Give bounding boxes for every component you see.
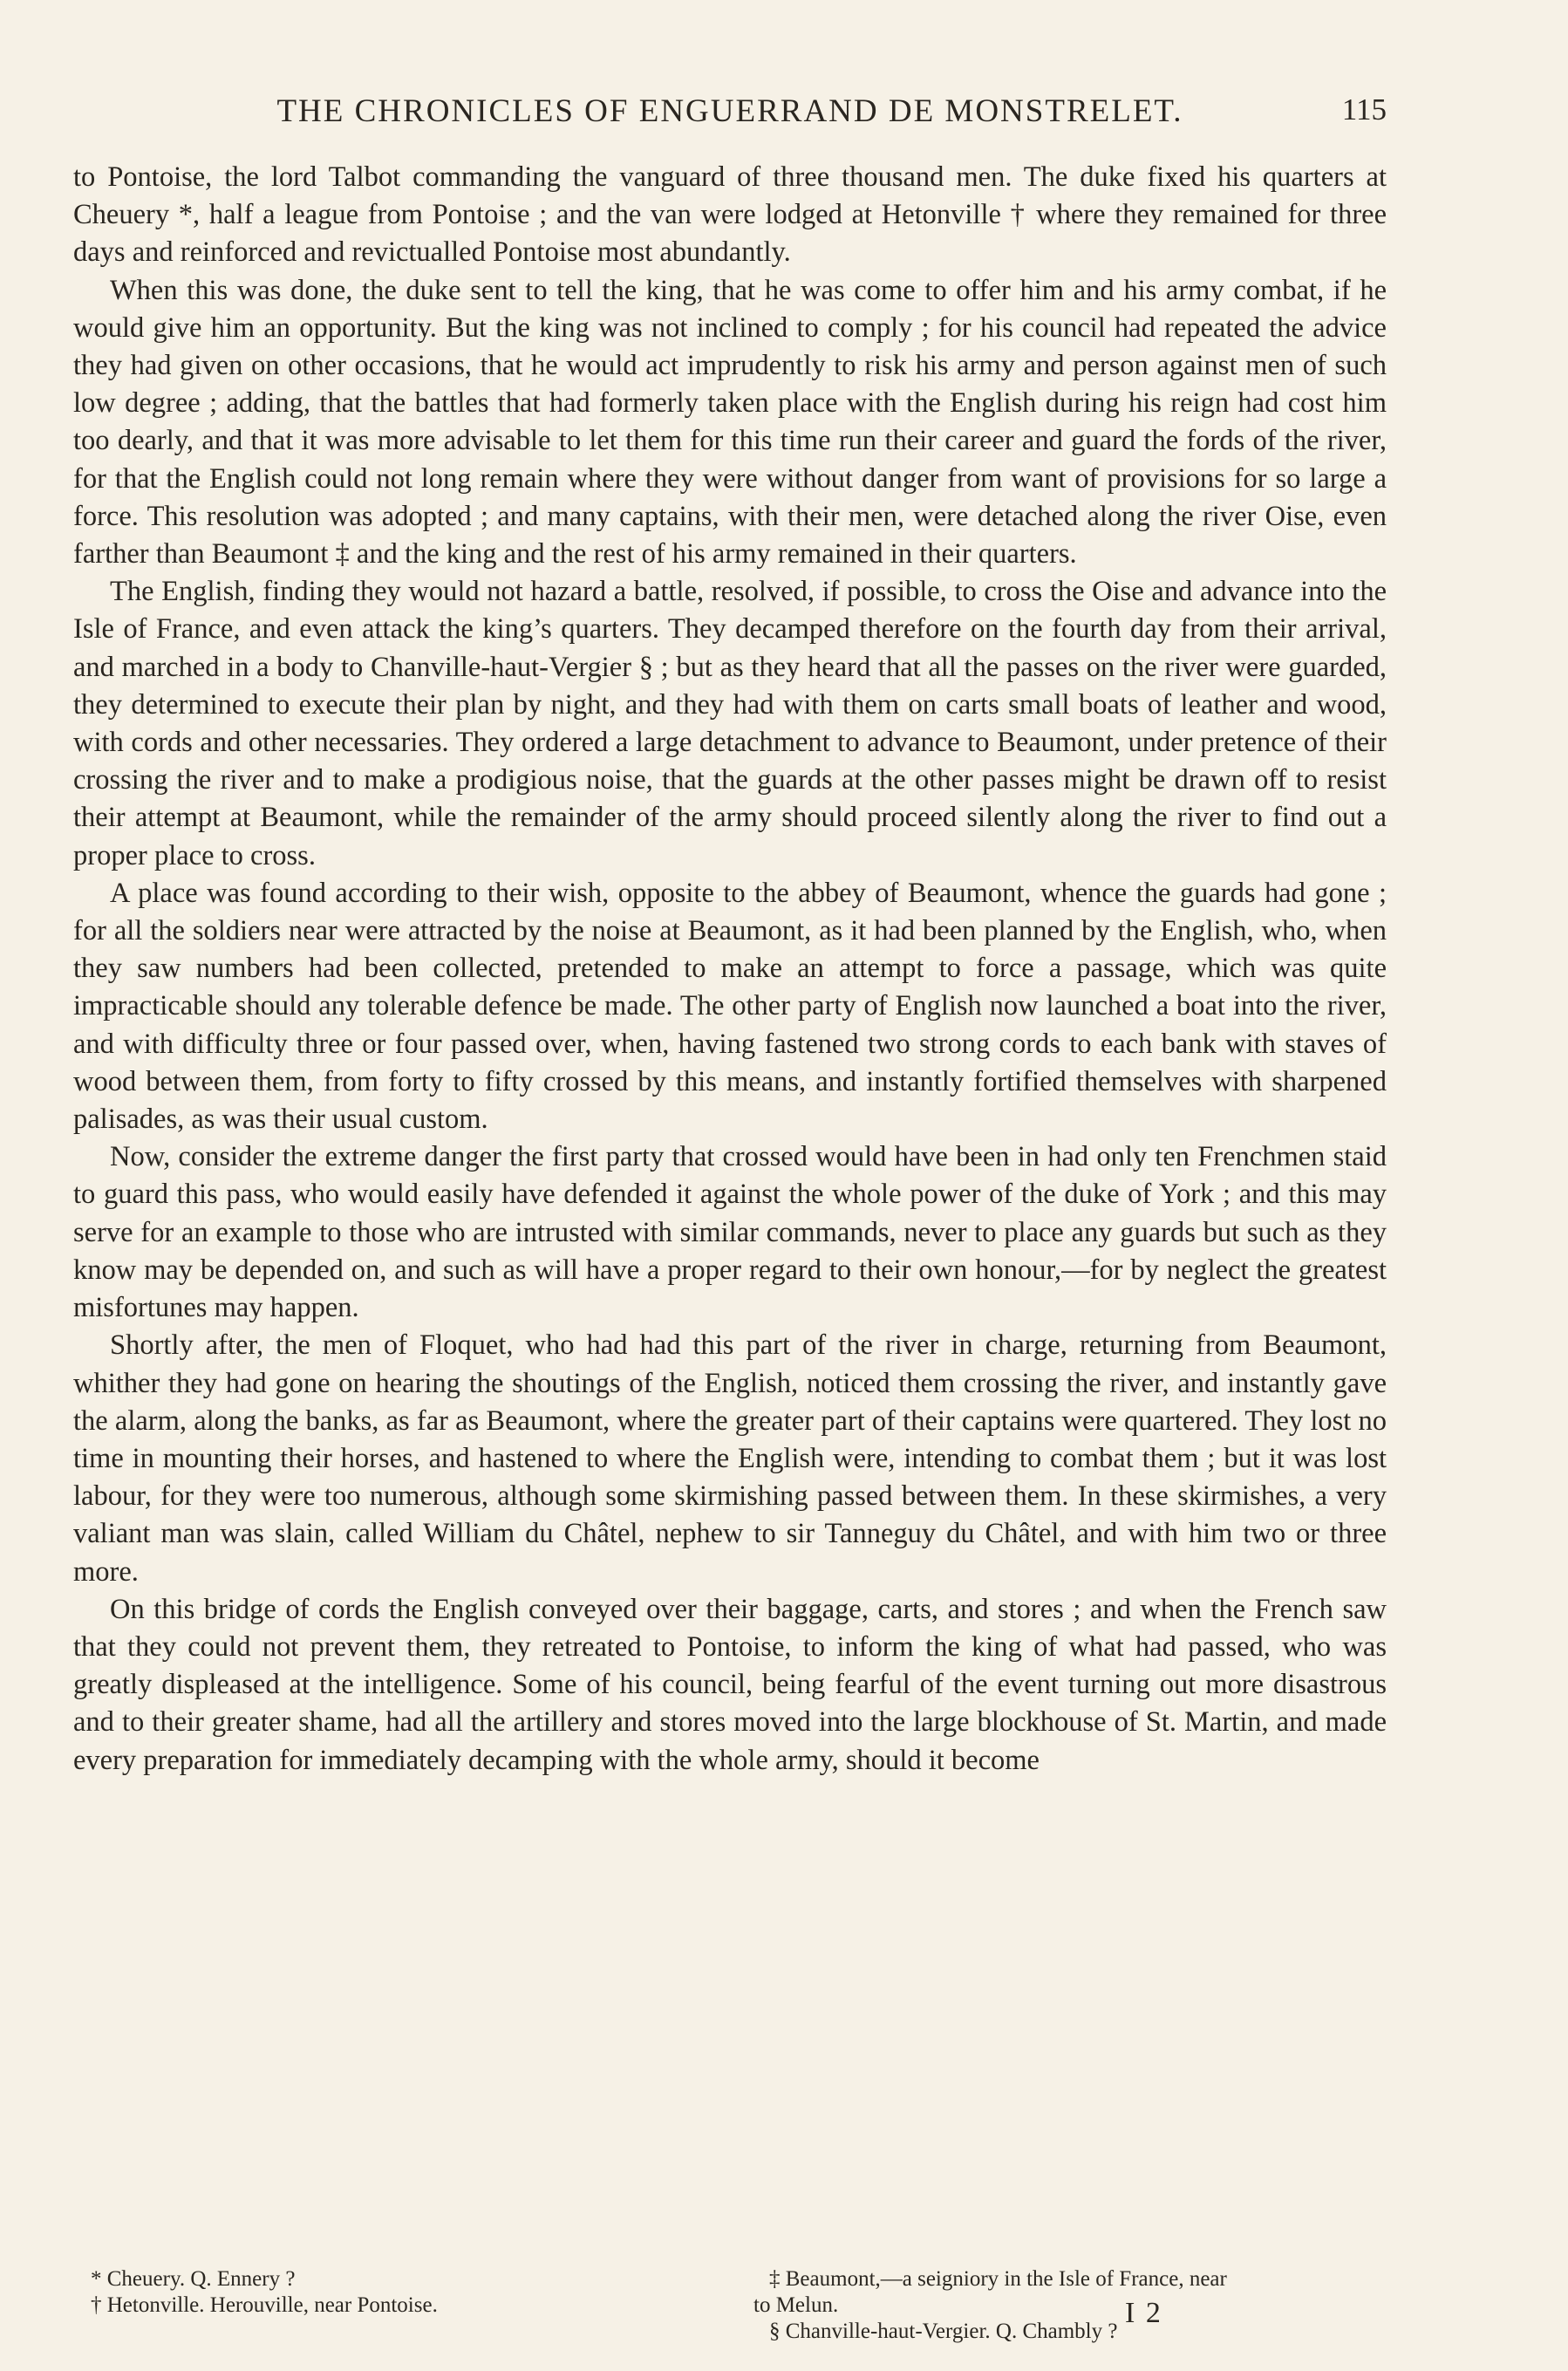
- running-head: [73, 87, 1387, 136]
- footnote: * Cheuery. Q. Ennery ?: [91, 2267, 296, 2291]
- paragraph: On this bridge of cords the English conveyed over their baggage, carts, and stores ; and when the French saw that they could not prevent them, they retreated to Pontoise, to inform the king of what had passed, who was greatly displeased at the intelligence. Some of his council, being fearful of the event turning out more disastrous and to their greater shame, had all the artillery and stores moved into the large blockhouse of St. Martin, and made every preparation for immediately decamping with the whole army, should it become: [73, 1593, 1387, 1776]
- footnotes-right-column: [753, 2266, 1387, 2345]
- paragraph: When this was done, the duke sent to tell the king, that he was come to offer him and his army combat, if he would give him an opportunity. But the king was not inclined to comply ; for his council had repeated the advice they had given on other occasions, that he would act imprudently to risk his army and person against men of such low degree ; adding, that the battles that had formerly taken place with the English during his reign had cost him too dearly, and that it was more advisable to let them for this time run their career and guard the fords of the river, for that the English could not long remain where they were without danger from want of provisions for so large a force. This resolution was adopted ; and many captains, with their men, were detached along the river Oise, even farther than Beaumont ‡ and the king and the rest of his army remained in their quarters.: [73, 274, 1387, 571]
- footnotes: [73, 2266, 1387, 2371]
- paragraph: A place was found according to their wish, opposite to the abbey of Beaumont, whence the guards had gone ; for all the soldiers near were attracted by the noise at Beaumont, as it had been planned by the English, who, when they saw numbers had been collected, pretended to make an attempt to force a passage, which was quite impracticable should any tolerable defence be made. The other party of English now launched a boat into the river, and with difficulty three or four passed over, when, having fastened two strong cords to each bank with staves of wood between them, from forty to fifty crossed by this means, and instantly fortified themselves with sharpened palisades, as was their usual custom.: [73, 877, 1387, 1136]
- footnote: ‡ Beaumont,—a seigniory in the Isle of France, near: [769, 2267, 1227, 2291]
- signature-mark: I 2: [1125, 2297, 1162, 2329]
- paragraph: Now, consider the extreme danger the first party that crossed would have been in had only ten Frenchmen staid to guard this pass, who would easily have defended it against the whole power of the duke of York ; and this may serve for an example to those who are intrusted with similar commands, never to place any guards but such as they know may be depended on, and such as will have a proper regard to their own honour,—for by neglect the greatest misfortunes may happen.: [73, 1141, 1387, 1324]
- footnote-continuation: to Melun.: [753, 2293, 839, 2317]
- footnote: † Hetonville. Herouville, near Pontoise.: [91, 2293, 438, 2317]
- footnotes-left-column: [91, 2266, 701, 2319]
- page-number: 115: [1341, 92, 1387, 126]
- body-text: [73, 159, 1387, 1780]
- page-title: THE CHRONICLES OF ENGUERRAND DE MONSTRELET.: [276, 93, 1183, 129]
- paragraph: to Pontoise, the lord Talbot commanding the vanguard of three thousand men. The duke fixed his quarters at Cheuery *, half a league from Pontoise ; and the van were lodged at Hetonville † where they remained for three days and reinforced and revictualled Pontoise most abundantly.: [73, 161, 1387, 269]
- footnote: § Chanville-haut-Vergier. Q. Chambly ?: [769, 2320, 1118, 2343]
- paragraph: The English, finding they would not hazard a battle, resolved, if possible, to cross the Oise and advance into the Isle of France, and even attack the king’s quarters. They decamped therefore on the fourth day from their arrival, and marched in a body to Chanville-haut-Vergier § ; but as they heard that all the passes on the river were guarded, they determined to execute their plan by night, and they had with them on carts small boats of leather and wood, with cords and other necessaries. They ordered a large detachment to advance to Beaumont, under pretence of their crossing the river and to make a prodigious noise, that the guards at the other passes might be drawn off to resist their attempt at Beaumont, while the remainder of the army should proceed silently along the river to find out a proper place to cross.: [73, 576, 1387, 871]
- paragraph: Shortly after, the men of Floquet, who had had this part of the river in charge, returning from Beaumont, whither they had gone on hearing the shoutings of the English, noticed them crossing the river, and instantly gave the alarm, along the banks, as far as Beaumont, where the greater part of their captains were quartered. They lost no time in mounting their horses, and hastened to where the English were, intending to combat them ; but it was lost labour, for they were too numerous, although some skirmishing passed between them. In these skirmishes, a very valiant man was slain, called William du Châtel, nephew to sir Tanneguy du Châtel, and with him two or three more.: [73, 1329, 1387, 1588]
